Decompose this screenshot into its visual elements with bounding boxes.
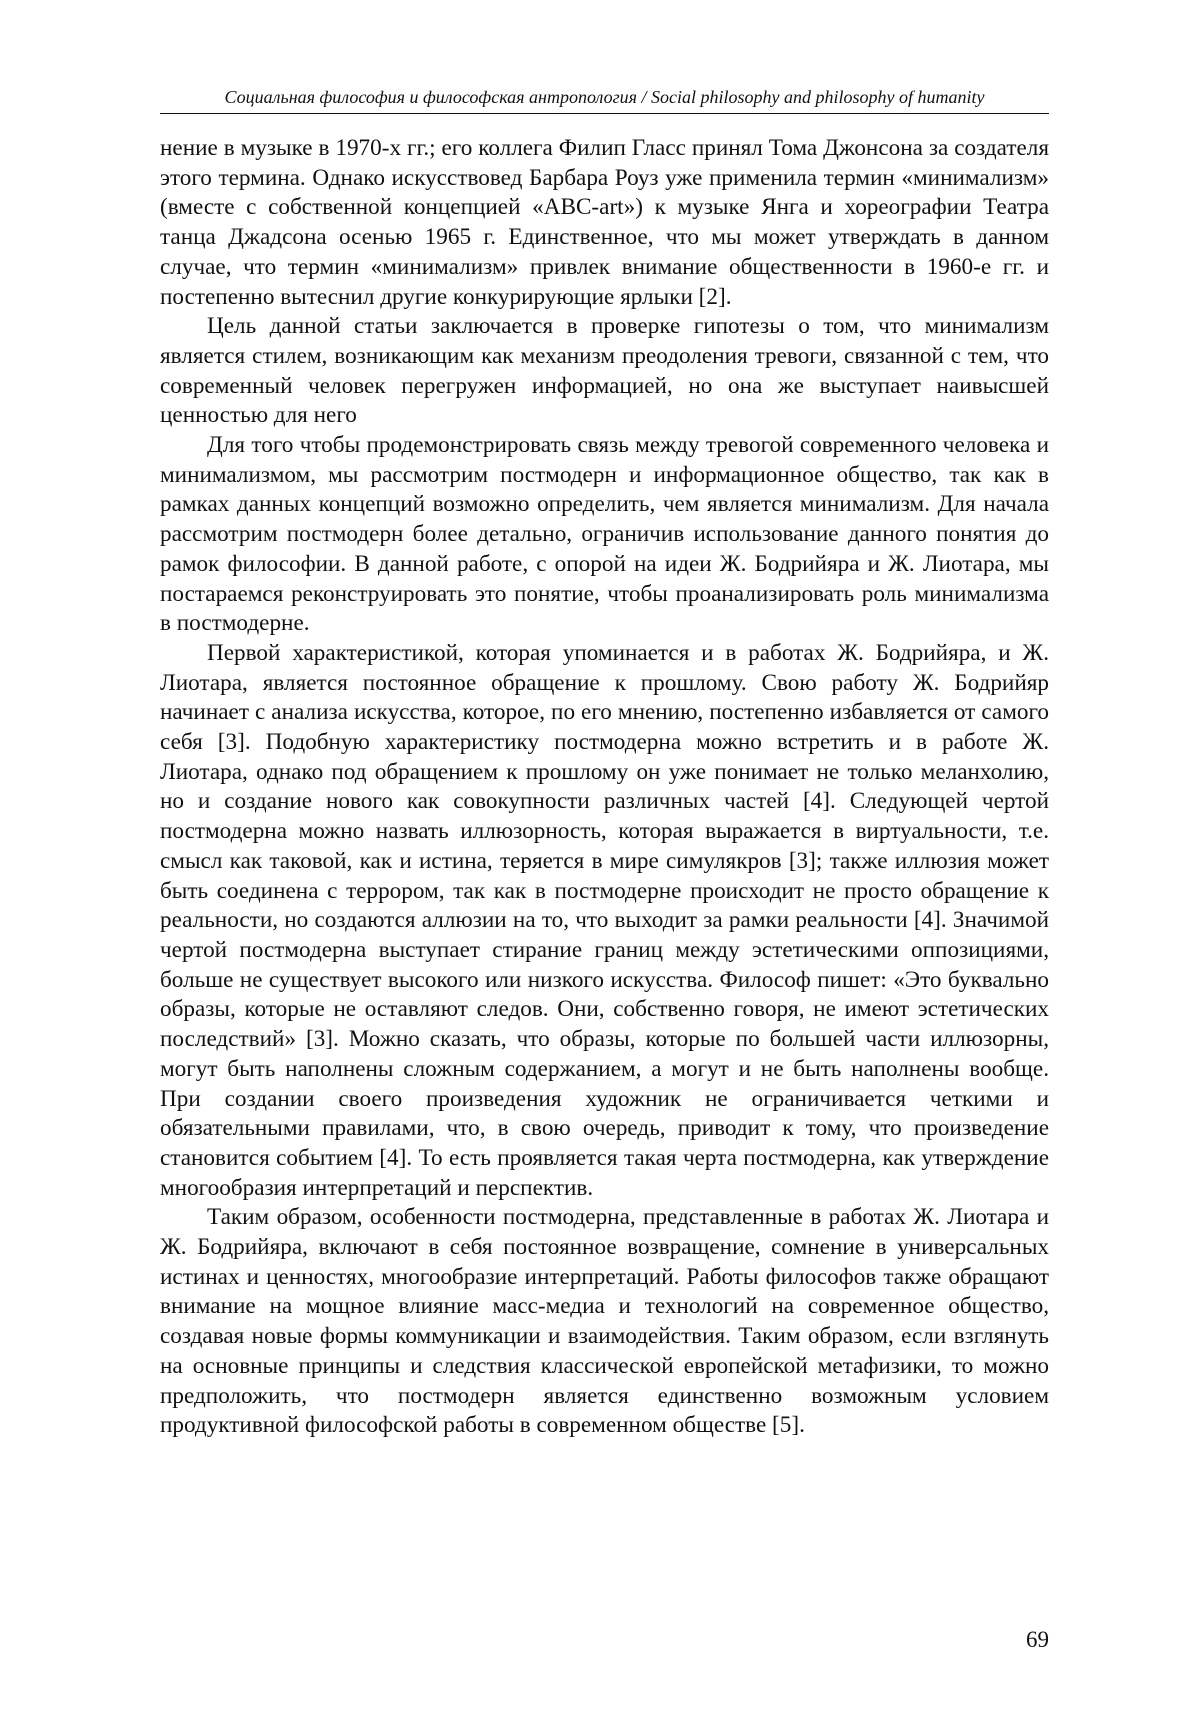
paragraph-4: Первой характеристикой, которая упоминается и в работах Ж. Бодрийяра, и Ж. Лиотара, является постоянное обращение к прошлому. Свою работу Ж. Бодрийяр начинает с анализа искусства, которое, по его мнению, постепенно избавляется от самого себя [3]. Подобную характеристику постмодерна можно встретить и в работе Ж. Лиотара, однако под обращением к прошлому он уже понимает не только меланхолию, но и создание нового как совокупности различных частей [4]. Следующей чертой постмодерна можно назвать иллюзорность, которая выражается в виртуальности, т.е. смысл как таковой, как и истина, теряется в мире симулякров [3]; также иллюзия может быть соединена с террором, так как в постмодерне происходит не просто обращение к реальности, но создаются аллюзии на то, что выходит за рамки реальности [4]. Значимой чертой постмодерна выступает стирание границ между эстетическими оппозициями, больше не существует высокого или низкого искусства. Философ пишет: «Это буквально образы, которые не оставляют следов. Они, собственно говоря, не имеют эстетических последствий» [3]. Можно сказать, что образы, которые по большей части иллюзорны, могут быть наполнены сложным содержанием, а могут и не быть наполнены вообще. При создании своего произведения художник не ограничивается четкими и обязательными правилами, что, в свою очередь, приводит к тому, что произведение становится событием [4]. То есть проявляется такая черта постмодерна, как утверждение многообразия интерпретаций и перспектив. (160, 639, 1049, 1201)
paragraph-2: Цель данной статьи заключается в проверке гипотезы о том, что минимализм является стилем, возникающим как механизм преодоления тревоги, связанной с тем, что современный человек перегружен информацией, но она же выступает наивысшей ценностью для него (160, 313, 1049, 429)
page-number: 69 (1026, 1627, 1049, 1652)
running-header-title: Социальная философия и философская антропология / Social philosophy and philosophy of humanity (224, 87, 985, 107)
article-body (160, 134, 1049, 1441)
header-rule (160, 113, 1049, 114)
paragraph-3: Для того чтобы продемонстрировать связь между тревогой современного человека и минимализмом, мы рассмотрим постмодерн и информационное общество, так как в рамках данных концепций возможно определить, чем является минимализм. Для начала рассмотрим постмодерн более детально, ограничив использование данного понятия до рамок философии. В данной работе, с опорой на идеи Ж. Бодрийяра и Ж. Лиотара, мы постараемся реконструировать это понятие, чтобы проанализировать роль минимализма в постмодерне. (160, 432, 1049, 637)
paragraph-1: нение в музыке в 1970-х гг.; его коллега Филип Гласс принял Тома Джонсона за создателя этого термина. Однако искусствовед Барбара Роуз уже применила термин «минимализм» (вместе с собственной концепцией «ABC-art») к музыке Янга и хореографии Театра танца Джадсона осенью 1965 г. Единственное, что мы может утверждать в данном случае, что термин «минимализм» привлек внимание общественности в 1960-е гг. и постепенно вытеснил другие конкурирующие ярлыки [2]. (160, 135, 1049, 310)
paragraph-5: Таким образом, особенности постмодерна, представленные в работах Ж. Лиотара и Ж. Бодрийяра, включают в себя постоянное возвращение, сомнение в универсальных истинах и ценностях, многообразие интерпретаций. Работы философов также обращают внимание на мощное влияние масс-медиа и технологий на современное общество, создавая новые формы коммуникации и взаимодействия. Таким образом, если взглянуть на основные принципы и следствия классической европейской метафизики, то можно предположить, что постмодерн является единственно возможным условием продуктивной философской работы в современном обществе [5]. (160, 1204, 1049, 1439)
